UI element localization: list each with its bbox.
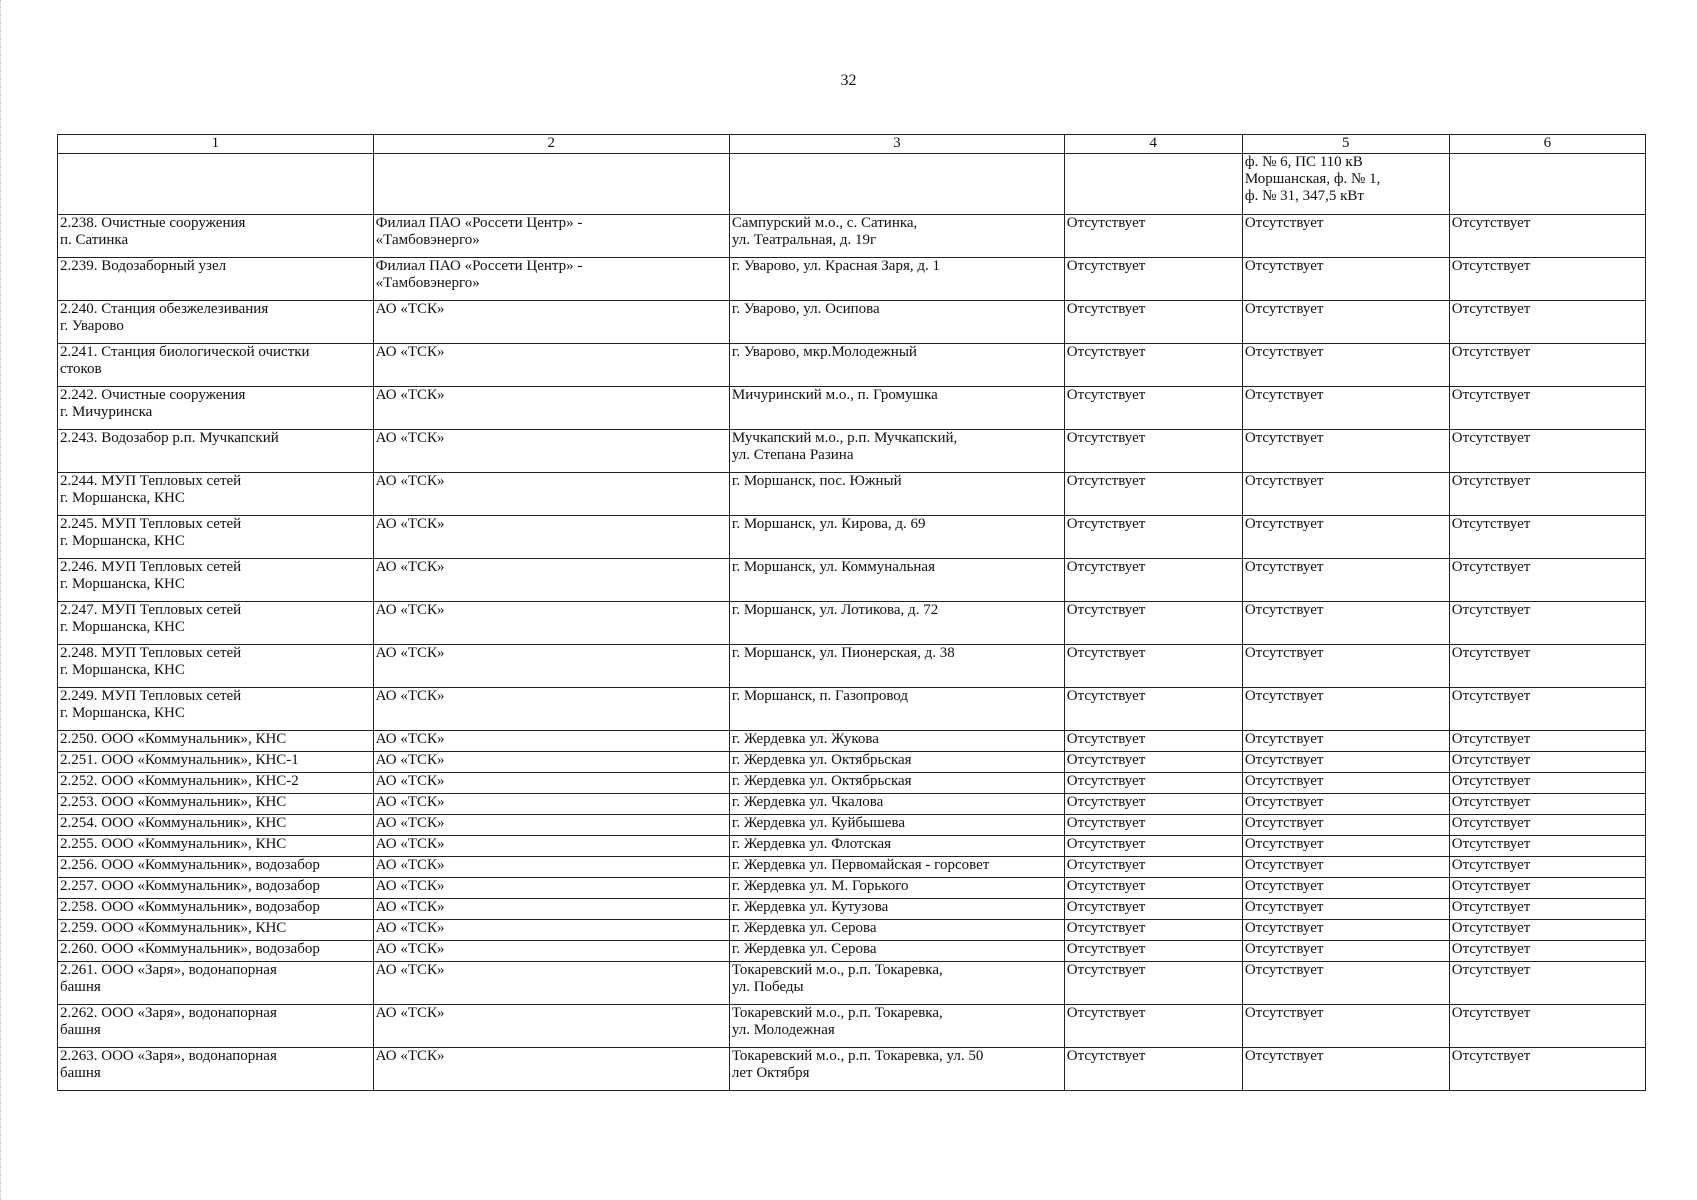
table-cell: АО «ТСК» xyxy=(373,773,729,794)
table-cell: Отсутствует xyxy=(1064,962,1242,1005)
table-cell: Токаревский м.о., р.п. Токаревка, ул. Молодежная xyxy=(729,1005,1064,1048)
table-cell: 2.252. ООО «Коммунальник», КНС-2 xyxy=(58,773,374,794)
column-header: 1 xyxy=(58,135,374,154)
table-cell: г. Жердевка ул. Октябрьская xyxy=(729,773,1064,794)
table-cell: 2.261. ООО «Заря», водонапорная башня xyxy=(58,962,374,1005)
table-cell: АО «ТСК» xyxy=(373,1048,729,1091)
table-cell: 2.238. Очистные сооружения п. Сатинка xyxy=(58,215,374,258)
table-cell: Отсутствует xyxy=(1242,815,1449,836)
table-cell: АО «ТСК» xyxy=(373,301,729,344)
table-cell: Отсутствует xyxy=(1449,602,1645,645)
table-cell: Отсутствует xyxy=(1449,962,1645,1005)
table-row xyxy=(58,857,1646,878)
table-row xyxy=(58,645,1646,688)
table-cell: г. Моршанск, ул. Кирова, д. 69 xyxy=(729,516,1064,559)
table-cell xyxy=(58,154,374,215)
table-cell: Отсутствует xyxy=(1064,941,1242,962)
table-cell: 2.241. Станция биологической очистки стоков xyxy=(58,344,374,387)
table-cell: АО «ТСК» xyxy=(373,602,729,645)
table-cell: 2.247. МУП Тепловых сетей г. Моршанска, КНС xyxy=(58,602,374,645)
table-cell: Отсутствует xyxy=(1242,836,1449,857)
table-cell: 2.248. МУП Тепловых сетей г. Моршанска, КНС xyxy=(58,645,374,688)
data-table xyxy=(57,134,1646,1091)
table-cell: 2.251. ООО «Коммунальник», КНС-1 xyxy=(58,752,374,773)
continuation-row xyxy=(58,154,1646,215)
table-cell: Отсутствует xyxy=(1449,941,1645,962)
table-cell: г. Моршанск, пос. Южный xyxy=(729,473,1064,516)
table-cell xyxy=(1449,154,1645,215)
table-cell: АО «ТСК» xyxy=(373,941,729,962)
table-cell: Отсутствует xyxy=(1242,473,1449,516)
table-cell: г. Жердевка ул. Чкалова xyxy=(729,794,1064,815)
table-row xyxy=(58,836,1646,857)
table-cell: Отсутствует xyxy=(1064,516,1242,559)
table-row xyxy=(58,773,1646,794)
table-cell: 2.258. ООО «Коммунальник», водозабор xyxy=(58,899,374,920)
table-cell: Отсутствует xyxy=(1064,731,1242,752)
table-cell: АО «ТСК» xyxy=(373,344,729,387)
table-cell: Отсутствует xyxy=(1064,815,1242,836)
table-cell: Отсутствует xyxy=(1449,773,1645,794)
table-cell: г. Жердевка ул. Жукова xyxy=(729,731,1064,752)
table-cell: 2.245. МУП Тепловых сетей г. Моршанска, КНС xyxy=(58,516,374,559)
table-cell: Отсутствует xyxy=(1449,857,1645,878)
table-cell: АО «ТСК» xyxy=(373,899,729,920)
table-cell: 2.250. ООО «Коммунальник», КНС xyxy=(58,731,374,752)
table-cell: 2.242. Очистные сооружения г. Мичуринска xyxy=(58,387,374,430)
table-row xyxy=(58,688,1646,731)
table-row xyxy=(58,1048,1646,1091)
table-row xyxy=(58,941,1646,962)
table-cell: Отсутствует xyxy=(1242,773,1449,794)
table-cell: АО «ТСК» xyxy=(373,794,729,815)
table-cell: ф. № 6, ПС 110 кВ Моршанская, ф. № 1, ф. № 31, 347,5 кВт xyxy=(1242,154,1449,215)
column-header: 3 xyxy=(729,135,1064,154)
table-cell: АО «ТСК» xyxy=(373,1005,729,1048)
table-row xyxy=(58,301,1646,344)
table-cell: Отсутствует xyxy=(1449,920,1645,941)
table-cell: 2.256. ООО «Коммунальник», водозабор xyxy=(58,857,374,878)
table-cell xyxy=(1064,154,1242,215)
table-cell: Отсутствует xyxy=(1064,473,1242,516)
table-row xyxy=(58,1005,1646,1048)
table-row xyxy=(58,602,1646,645)
table-row xyxy=(58,794,1646,815)
table-cell: АО «ТСК» xyxy=(373,473,729,516)
table-cell: Мучкапский м.о., р.п. Мучкапский, ул. Степана Разина xyxy=(729,430,1064,473)
table-cell: 2.257. ООО «Коммунальник», водозабор xyxy=(58,878,374,899)
table-cell: 2.262. ООО «Заря», водонапорная башня xyxy=(58,1005,374,1048)
header-row xyxy=(58,135,1646,154)
table-cell: АО «ТСК» xyxy=(373,920,729,941)
table-cell: Отсутствует xyxy=(1242,645,1449,688)
table-row xyxy=(58,215,1646,258)
table-cell: Отсутствует xyxy=(1449,301,1645,344)
table-cell: Отсутствует xyxy=(1064,920,1242,941)
table-row xyxy=(58,258,1646,301)
table-row xyxy=(58,387,1646,430)
table-cell: Отсутствует xyxy=(1449,794,1645,815)
table-cell: Отсутствует xyxy=(1242,387,1449,430)
table-cell: Отсутствует xyxy=(1449,559,1645,602)
table-cell: Отсутствует xyxy=(1242,752,1449,773)
table-cell: АО «ТСК» xyxy=(373,815,729,836)
table-row xyxy=(58,815,1646,836)
column-header: 5 xyxy=(1242,135,1449,154)
column-header: 4 xyxy=(1064,135,1242,154)
table-cell: Отсутствует xyxy=(1064,258,1242,301)
table-cell: Отсутствует xyxy=(1242,1048,1449,1091)
table-row xyxy=(58,516,1646,559)
table-cell: Отсутствует xyxy=(1242,962,1449,1005)
table-cell: Отсутствует xyxy=(1064,387,1242,430)
table-cell: Отсутствует xyxy=(1064,430,1242,473)
table-row xyxy=(58,878,1646,899)
table-row xyxy=(58,752,1646,773)
table-cell: г. Моршанск, п. Газопровод xyxy=(729,688,1064,731)
table-row xyxy=(58,473,1646,516)
table-cell: Отсутствует xyxy=(1064,836,1242,857)
table-cell: г. Моршанск, ул. Лотикова, д. 72 xyxy=(729,602,1064,645)
column-header: 2 xyxy=(373,135,729,154)
table-cell: г. Жердевка ул. Куйбышева xyxy=(729,815,1064,836)
table-cell: Отсутствует xyxy=(1064,559,1242,602)
table-cell: Отсутствует xyxy=(1242,344,1449,387)
table-cell: АО «ТСК» xyxy=(373,878,729,899)
table-cell: 2.240. Станция обезжелезивания г. Уварово xyxy=(58,301,374,344)
table-cell: г. Уварово, мкр.Молодежный xyxy=(729,344,1064,387)
table-cell: Отсутствует xyxy=(1064,215,1242,258)
table-row xyxy=(58,559,1646,602)
table-cell: Отсутствует xyxy=(1449,752,1645,773)
table-cell: 2.243. Водозабор р.п. Мучкапский xyxy=(58,430,374,473)
table-cell: Отсутствует xyxy=(1064,645,1242,688)
table-cell: Отсутствует xyxy=(1064,1048,1242,1091)
table-cell: Отсутствует xyxy=(1242,559,1449,602)
table-cell: Отсутствует xyxy=(1242,941,1449,962)
table-cell: Отсутствует xyxy=(1449,815,1645,836)
table-cell: 2.254. ООО «Коммунальник», КНС xyxy=(58,815,374,836)
table-cell: Сампурский м.о., с. Сатинка, ул. Театральная, д. 19г xyxy=(729,215,1064,258)
table-cell: 2.239. Водозаборный узел xyxy=(58,258,374,301)
table-cell: Филиал ПАО «Россети Центр» - «Тамбовэнерго» xyxy=(373,258,729,301)
table-cell: Отсутствует xyxy=(1449,645,1645,688)
table-cell: Отсутствует xyxy=(1242,794,1449,815)
table-cell: Отсутствует xyxy=(1449,1005,1645,1048)
table-cell: Отсутствует xyxy=(1064,688,1242,731)
table-cell: Отсутствует xyxy=(1242,602,1449,645)
table-cell: Отсутствует xyxy=(1242,731,1449,752)
column-header: 6 xyxy=(1449,135,1645,154)
table-cell: Отсутствует xyxy=(1449,688,1645,731)
table-row xyxy=(58,344,1646,387)
table-cell: Отсутствует xyxy=(1242,920,1449,941)
table-cell: Отсутствует xyxy=(1064,878,1242,899)
table-cell xyxy=(373,154,729,215)
table-row xyxy=(58,899,1646,920)
table-cell: Отсутствует xyxy=(1449,899,1645,920)
table-row xyxy=(58,430,1646,473)
table-cell: Отсутствует xyxy=(1242,215,1449,258)
table-cell: Отсутствует xyxy=(1449,387,1645,430)
table-cell: АО «ТСК» xyxy=(373,857,729,878)
table-cell: Отсутствует xyxy=(1449,516,1645,559)
page-number: 32 xyxy=(840,72,857,89)
table-cell: Отсутствует xyxy=(1242,258,1449,301)
table-cell: Отсутствует xyxy=(1242,430,1449,473)
table-cell: АО «ТСК» xyxy=(373,752,729,773)
table-cell: г. Жердевка ул. М. Горького xyxy=(729,878,1064,899)
table-cell xyxy=(729,154,1064,215)
table-cell: АО «ТСК» xyxy=(373,387,729,430)
table-cell: Отсутствует xyxy=(1449,473,1645,516)
table-cell: г. Жердевка ул. Серова xyxy=(729,941,1064,962)
scan-edge xyxy=(0,0,5,1200)
table-cell: Мичуринский м.о., п. Громушка xyxy=(729,387,1064,430)
table-cell: Отсутствует xyxy=(1242,301,1449,344)
table-cell: Токаревский м.о., р.п. Токаревка, ул. 50 лет Октября xyxy=(729,1048,1064,1091)
table-cell: Отсутствует xyxy=(1449,878,1645,899)
table-cell: Отсутствует xyxy=(1449,430,1645,473)
table-cell: 2.259. ООО «Коммунальник», КНС xyxy=(58,920,374,941)
table-cell: г. Уварово, ул. Красная Заря, д. 1 xyxy=(729,258,1064,301)
table-cell: г. Жердевка ул. Октябрьская xyxy=(729,752,1064,773)
table-cell: АО «ТСК» xyxy=(373,645,729,688)
table-cell: Отсутствует xyxy=(1449,258,1645,301)
table-cell: Филиал ПАО «Россети Центр» - «Тамбовэнерго» xyxy=(373,215,729,258)
table-cell: Отсутствует xyxy=(1242,878,1449,899)
table-cell: Отсутствует xyxy=(1242,1005,1449,1048)
table-cell: 2.255. ООО «Коммунальник», КНС xyxy=(58,836,374,857)
table-cell: АО «ТСК» xyxy=(373,430,729,473)
table-cell: 2.263. ООО «Заря», водонапорная башня xyxy=(58,1048,374,1091)
table-cell: Токаревский м.о., р.п. Токаревка, ул. Победы xyxy=(729,962,1064,1005)
table-cell: г. Уварово, ул. Осипова xyxy=(729,301,1064,344)
table-row xyxy=(58,731,1646,752)
table-cell: АО «ТСК» xyxy=(373,516,729,559)
table-cell: Отсутствует xyxy=(1064,773,1242,794)
table-cell: 2.249. МУП Тепловых сетей г. Моршанска, КНС xyxy=(58,688,374,731)
table-cell: Отсутствует xyxy=(1449,1048,1645,1091)
table-cell: г. Моршанск, ул. Пионерская, д. 38 xyxy=(729,645,1064,688)
table-cell: 2.260. ООО «Коммунальник», водозабор xyxy=(58,941,374,962)
table-cell: Отсутствует xyxy=(1449,836,1645,857)
table-cell: г. Жердевка ул. Серова xyxy=(729,920,1064,941)
table-cell: г. Жердевка ул. Кутузова xyxy=(729,899,1064,920)
table-cell: Отсутствует xyxy=(1242,516,1449,559)
table-cell: Отсутствует xyxy=(1064,794,1242,815)
table-cell: Отсутствует xyxy=(1242,899,1449,920)
table-cell: АО «ТСК» xyxy=(373,559,729,602)
table-cell: 2.244. МУП Тепловых сетей г. Моршанска, КНС xyxy=(58,473,374,516)
table-cell: 2.246. МУП Тепловых сетей г. Моршанска, КНС xyxy=(58,559,374,602)
table-cell: АО «ТСК» xyxy=(373,688,729,731)
table-cell: г. Жердевка ул. Флотская xyxy=(729,836,1064,857)
table-cell: Отсутствует xyxy=(1064,752,1242,773)
table-row xyxy=(58,962,1646,1005)
table-cell: Отсутствует xyxy=(1064,301,1242,344)
table-cell: 2.253. ООО «Коммунальник», КНС xyxy=(58,794,374,815)
table-cell: г. Жердевка ул. Первомайская - горсовет xyxy=(729,857,1064,878)
table-cell: Отсутствует xyxy=(1064,857,1242,878)
table-row xyxy=(58,920,1646,941)
table-cell: Отсутствует xyxy=(1064,899,1242,920)
table-cell: Отсутствует xyxy=(1449,215,1645,258)
table-cell: Отсутствует xyxy=(1064,602,1242,645)
table-cell: АО «ТСК» xyxy=(373,836,729,857)
table-cell: АО «ТСК» xyxy=(373,962,729,1005)
table-cell: Отсутствует xyxy=(1242,688,1449,731)
table-cell: Отсутствует xyxy=(1064,1005,1242,1048)
table-cell: АО «ТСК» xyxy=(373,731,729,752)
table-cell: Отсутствует xyxy=(1242,857,1449,878)
table-cell: Отсутствует xyxy=(1064,344,1242,387)
table-cell: г. Моршанск, ул. Коммунальная xyxy=(729,559,1064,602)
table-cell: Отсутствует xyxy=(1449,344,1645,387)
table-cell: Отсутствует xyxy=(1449,731,1645,752)
